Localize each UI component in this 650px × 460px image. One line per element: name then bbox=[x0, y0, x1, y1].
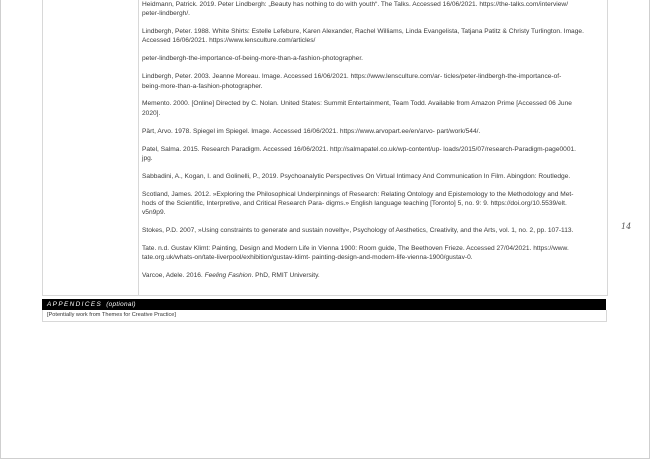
reference-entry: Memento. 2000. [Online] Directed by C. Nolan. United States: Summit Entertainment, Team Todd. Available from Amazon Prime [Accessed 06 June 2020]. bbox=[142, 100, 572, 117]
reference-entry: Lindbergh, Peter. 2003. Jeanne Moreau. Image. Accessed 16/06/2021. https://www.lensculture.com/ar- ticles/peter-lindbergh-the-importance-of- being-more-than-a-fashion-photographer. bbox=[142, 73, 562, 90]
reference-italic-title: Feeling Fashion bbox=[204, 272, 252, 280]
reference-entry: Lindbergh, Peter. 1988. White Shirts: Estelle Lefebure, Karen Alexander, Rachel Williams, Linda Evangelista, Tatjana Patitz & Christy Turlington. Image. Accessed 16/06/2021. https://www.lensculture.com/articles/ bbox=[142, 28, 584, 45]
references-label-column bbox=[43, 0, 139, 295]
reference-entry: Pärt, Arvo. 1978. Spiegel im Spiegel. Image. Accessed 16/06/2021. https://www.arvopart.ee/en/arvo- part/work/544/. bbox=[142, 127, 481, 135]
reference-entry-last bbox=[142, 271, 604, 280]
reference-entry: Tate. n.d. Gustav Klimt: Painting, Design and Modern Life in Vienna 1900: Room guide, The Beethoven Frieze. Accessed 27/04/2021. https://www. tate.org.uk/whats-on/tate-liverpool/exhibition/gustav-klimt- painting-design-and-modern-life-vienna-1900/gustav-0. bbox=[142, 244, 569, 262]
reference-entry: Sabbadini, A., Kogan, I. and Golinelli, P., 2019. Psychoanalytic Perspectives On Virtual Intimacy And Communication In Film. Abingdon: Routledge. bbox=[142, 172, 571, 180]
appendices-content-box bbox=[42, 310, 607, 322]
reference-entry: peter-lindbergh-the-importance-of-being-more-than-a-fashion-photographer. bbox=[142, 55, 364, 63]
reference-entry: Stokes, P.D. 2007, »Using constraints to generate and sustain novelty«, Psychology of Aesthetics, Creativity, and the Arts, vol. 1, no. 2, pp. 107-113. bbox=[142, 227, 574, 235]
reference-entry: Heidmann, Patrick. 2019. Peter Lindbergh: „Beauty has nothing to do with youth“. The Talks. Accessed 16/06/2021. https://the-talks.com/interview/ peter-lindbergh/. bbox=[142, 1, 569, 18]
reference-entry: Patel, Salma. 2015. Research Paradigm. Accessed 16/06/2021. http://salmapatel.co.uk/wp-content/up- loads/2015/07/research-Paradigm-page0001. jpg. bbox=[142, 145, 576, 162]
reference-suffix: . PhD, RMIT University. bbox=[251, 272, 320, 280]
reference-entry: Scotland, James. 2012. »Exploring the Philosophical Underpinnings of Research: Relating Ontology and Epistemology to the Methodology and Met- hods of the Scientific, Interpretive, and Critical Research Para- digms.» English language teaching [Toronto] 5, no. 9: 9. https://doi.org/10.5539/elt. v5n9p9. bbox=[142, 190, 574, 217]
appendices-header bbox=[42, 299, 606, 310]
reference-prefix: Varcoe, Adele. 2016. bbox=[142, 272, 205, 280]
reference-list bbox=[142, 0, 604, 289]
appendices-optional-label: (optional) bbox=[106, 301, 136, 308]
references-table bbox=[42, 0, 608, 296]
appendices-title: APPENDICES bbox=[47, 301, 103, 308]
page-number: 14 bbox=[621, 222, 632, 231]
appendices-note: [Potentially work from Themes for Creative Practice] bbox=[47, 312, 176, 318]
